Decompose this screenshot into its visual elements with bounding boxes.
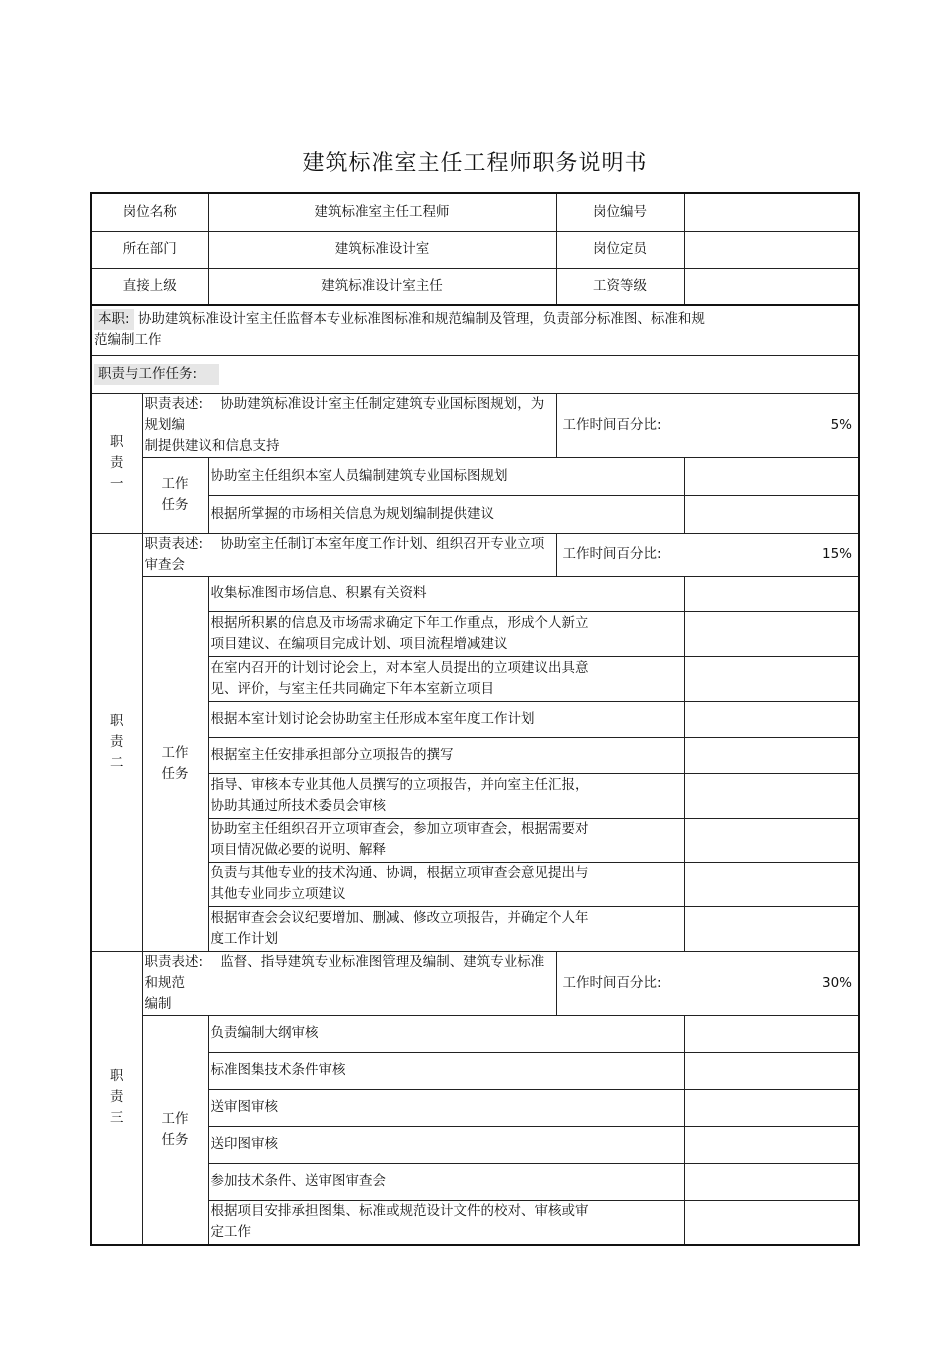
- duty-3-task-5: 参加技术条件、送审图审查会: [208, 1163, 684, 1200]
- duties-label: 职责与工作任务:: [94, 364, 219, 385]
- duty-1-time-percent: 工作时间百分比: 5%: [556, 393, 859, 457]
- duty-2-task-9-extra: [684, 906, 859, 951]
- duty-3-task-1-extra: [684, 1015, 859, 1052]
- duty-1-task-1-extra: [684, 457, 859, 495]
- duty-2-task-6-extra: [684, 773, 859, 818]
- value-salary-grade: [684, 268, 859, 305]
- duty-3-time-percent: 工作时间百分比: 30%: [556, 951, 859, 1015]
- duty-2-task-8-extra: [684, 862, 859, 906]
- duties-header: [91, 355, 859, 393]
- duty-3-task-6: 根据项目安排承担图集、标准或规范设计文件的校对、审核或审 定工作: [208, 1200, 684, 1245]
- duty-2-task-5-extra: [684, 737, 859, 773]
- duty-3-task-3: 送审图审核: [208, 1089, 684, 1126]
- job-summary-text: 协助建筑标准设计室主任监督本专业标准图标准和规范编制及管理，负责部分标准图、标准和规: [137, 311, 705, 328]
- duty-2-task-8: 负责与其他专业的技术沟通、协调，根据立项审查会意见提出与 其他专业同步立项建议: [208, 862, 684, 906]
- duty-1-statement: 职责表述: 协助建筑标准设计室主任制定建筑专业国标图规划，为规划编 制提供建议和信息支持: [142, 393, 556, 457]
- duty-2-task-5: 根据室主任安排承担部分立项报告的撰写: [208, 737, 684, 773]
- job-summary-label: 本职:: [94, 309, 134, 330]
- value-headcount: [684, 231, 859, 268]
- duty-3-statement: 职责表述: 监督、指导建筑专业标准图管理及编制、建筑专业标准和规范 编制: [142, 951, 556, 1015]
- job-summary: [91, 305, 859, 355]
- duty-2-task-7: 协助室主任组织召开立项审查会，参加立项审查会，根据需要对 项目情况做必要的说明、解释: [208, 818, 684, 862]
- duty-2-task-6: 指导、审核本专业其他人员撰写的立项报告，并向室主任汇报， 协助其通过所技术委员会审核: [208, 773, 684, 818]
- duty-3-task-4-extra: [684, 1126, 859, 1163]
- duty-2-time-percent: 工作时间百分比: 15%: [556, 533, 859, 576]
- duty-3-task-4: 送印图审核: [208, 1126, 684, 1163]
- duty-2-task-3-extra: [684, 656, 859, 701]
- duty-1-task-1: 协助室主任组织本室人员编制建筑专业国标图规划: [208, 457, 684, 495]
- duty-3-task-label: 工作 任务: [142, 1015, 208, 1245]
- duty-3-name: 职 责 三: [91, 951, 142, 1245]
- duty-3-task-2-extra: [684, 1052, 859, 1089]
- job-description-table: [90, 192, 860, 1246]
- label-position-name: 岗位名称: [91, 193, 208, 231]
- duty-2-task-9: 根据审查会会议纪要增加、删减、修改立项报告，并确定个人年 度工作计划: [208, 906, 684, 951]
- duty-3-task-3-extra: [684, 1089, 859, 1126]
- duty-1-task-2: 根据所掌握的市场相关信息为规划编制提供建议: [208, 495, 684, 533]
- duty-3-task-5-extra: [684, 1163, 859, 1200]
- duty-2-task-2-extra: [684, 611, 859, 656]
- label-supervisor: 直接上级: [91, 268, 208, 305]
- document-title: 建筑标准室主任工程师职务说明书: [302, 151, 648, 176]
- duty-2-task-4-extra: [684, 701, 859, 737]
- label-salary-grade: 工资等级: [556, 268, 684, 305]
- duty-2-task-1: 收集标准图市场信息、积累有关资料: [208, 576, 684, 611]
- value-supervisor: 建筑标准设计室主任: [208, 268, 556, 305]
- label-department: 所在部门: [91, 231, 208, 268]
- duty-1-task-2-extra: [684, 495, 859, 533]
- label-position-id: 岗位编号: [556, 193, 684, 231]
- duty-2-statement: 职责表述: 协助室主任制订本室年度工作计划、组织召开专业立项审查会: [142, 533, 556, 576]
- duty-1-name: 职 责 一: [91, 393, 142, 533]
- value-department: 建筑标准设计室: [208, 231, 556, 268]
- duty-2-task-1-extra: [684, 576, 859, 611]
- duty-2-name: 职 责 二: [91, 533, 142, 951]
- duty-2-task-3: 在室内召开的计划讨论会上，对本室人员提出的立项建议出具意 见、评价，与室主任共同确定下年本室新立项目: [208, 656, 684, 701]
- label-headcount: 岗位定员: [556, 231, 684, 268]
- duty-2-task-4: 根据本室计划讨论会协助室主任形成本室年度工作计划: [208, 701, 684, 737]
- duty-2-task-7-extra: [684, 818, 859, 862]
- duty-2-task-2: 根据所积累的信息及市场需求确定下年工作重点，形成个人新立 项目建议、在编项目完成计划、项目流程增减建议: [208, 611, 684, 656]
- value-position-id: [684, 193, 859, 231]
- duty-1-task-label: 工作 任务: [142, 457, 208, 533]
- duty-2-task-label: 工作 任务: [142, 576, 208, 951]
- value-position-name: 建筑标准室主任工程师: [208, 193, 556, 231]
- job-summary-text-cont: 范编制工作: [94, 332, 162, 349]
- duty-3-task-6-extra: [684, 1200, 859, 1245]
- duty-3-task-1: 负责编制大纲审核: [208, 1015, 684, 1052]
- duty-3-task-2: 标准图集技术条件审核: [208, 1052, 684, 1089]
